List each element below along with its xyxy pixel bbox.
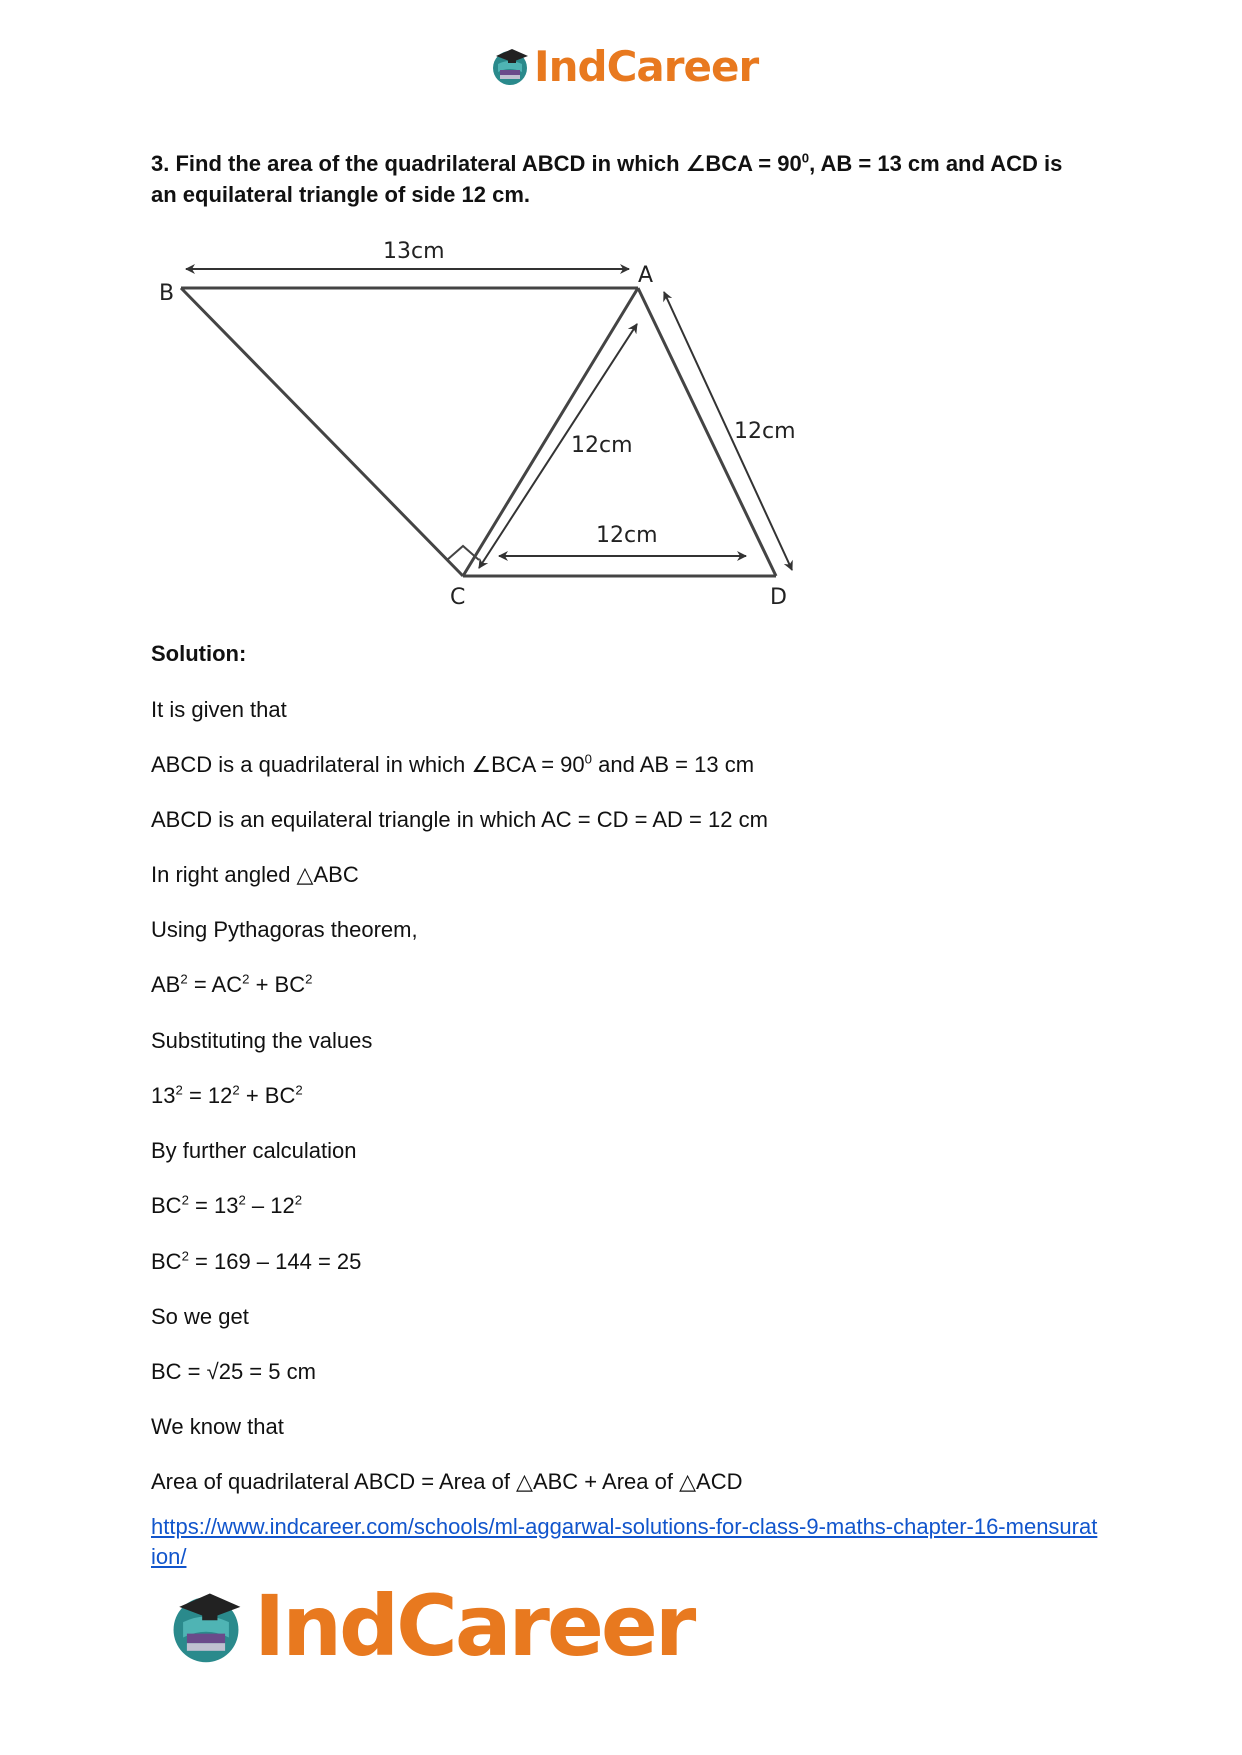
equation-line: $AB^2 = AC^2 + BC^2$ [151, 971, 313, 997]
header-logo [488, 42, 758, 90]
solution-line: Using Pythagoras theorem, [151, 917, 418, 942]
solution-line: We know that [151, 1414, 284, 1439]
solution-line: In right angled △ABC [151, 862, 359, 887]
vertex-label-c: C [450, 585, 466, 608]
question-text: 3. Find the area of the quadrilateral ABCD in which ∠BCA = $90^0$, AB = 13 cm and ACD is an equilateral triangle of side 12 cm. [151, 150, 1063, 207]
solution-line: By further calculation [151, 1138, 357, 1163]
solution-line: Area of quadrilateral ABCD = Area of △ABC + Area of △ACD [151, 1469, 743, 1494]
question-number: 3. [151, 151, 170, 176]
solution-heading: Solution: [151, 641, 247, 666]
graduation-cap-globe-icon [164, 1584, 248, 1668]
solution-line: ABCD is a quadrilateral in which ∠BCA = $90^0$ and AB = 13 cm [151, 751, 755, 777]
logo-text: IndCareer [534, 41, 759, 91]
logo-text: IndCareer [254, 1577, 694, 1675]
solution-line: It is given that [151, 697, 287, 722]
measure-ac: 12cm [571, 433, 633, 458]
edge-bc [181, 288, 463, 576]
graduation-cap-globe-icon [488, 44, 532, 88]
quadrilateral-diagram [150, 238, 810, 608]
solution-line: BC = √25 = 5 cm [151, 1359, 316, 1384]
equation-line: $BC^2 = 169 - 144 = 25$ [151, 1248, 362, 1274]
footer-logo [164, 1577, 694, 1675]
measure-cd: 12cm [596, 523, 658, 548]
measure-ab: 13cm [383, 239, 445, 264]
solution-line: Substituting the values [151, 1028, 373, 1053]
measure-ad: 12cm [734, 419, 796, 444]
vertex-label-a: A [638, 263, 654, 288]
source-link[interactable]: https://www.indcareer.com/schools/ml-aggarwal-solutions-for-class-9-maths-chapter-16-mensuration/ [151, 1514, 1098, 1569]
vertex-label-d: D [770, 585, 787, 608]
solution-line: ABCD is an equilateral triangle in which AC = CD = AD = 12 cm [151, 807, 768, 832]
equation-line: $13^2 = 12^2 + BC^2$ [151, 1082, 303, 1108]
solution-line: So we get [151, 1304, 249, 1329]
equation-line: $BC^2 = 13^2 - 12^2$ [151, 1192, 303, 1218]
vertex-label-b: B [159, 281, 175, 306]
